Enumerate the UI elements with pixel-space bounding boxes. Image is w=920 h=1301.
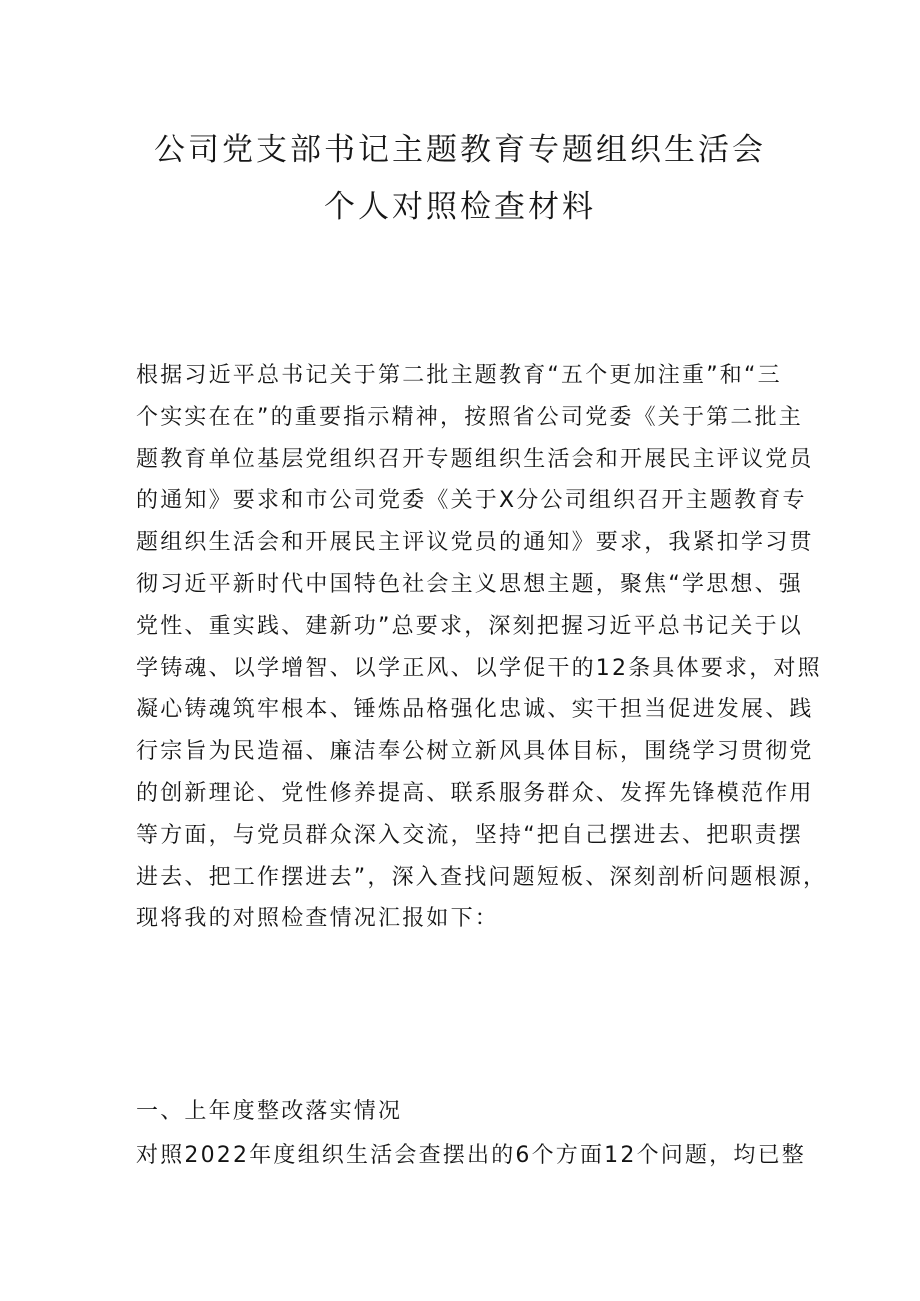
intro-line: 学铸魂、以学增智、以学正风、以学促干的12条具体要求，对照 (136, 655, 822, 681)
intro-line: 现将我的对照检查情况汇报如下： (136, 906, 500, 932)
intro-line: 等方面，与党员群众深入交流，坚持“把自己摆进去、把职责摆 (136, 822, 803, 848)
section-1-line: 对照2022年度组织生活会查摆出的6个方面12个问题，均已整 (136, 1143, 806, 1168)
intro-line: 的通知》要求和市公司党委《关于X分公司组织召开主题教育专 (136, 488, 807, 514)
intro-line: 党性、重实践、建新功”总要求，深刻把握习近平总书记关于以 (136, 613, 803, 639)
intro-line: 个实实在在”的重要指示精神，按照省公司党委《关于第二批主 (136, 404, 803, 430)
intro-line: 题教育单位基层党组织召开专题组织生活会和开展民主评议党员 (136, 446, 814, 472)
section-1-paragraph (136, 1135, 806, 1177)
intro-line: 行宗旨为民造福、廉洁奉公树立新风具体目标，围绕学习贯彻党 (136, 739, 814, 765)
intro-line: 凝心铸魂筑牢根本、锤炼品格强化忠诚、实干担当促进发展、践 (136, 697, 814, 723)
intro-line: 题组织生活会和开展民主评议党员的通知》要求，我紧扣学习贯 (136, 530, 814, 556)
section-1-heading: 一、上年度整改落实情况 (136, 1099, 403, 1124)
intro-paragraph (136, 355, 828, 940)
intro-line: 的创新理论、党性修养提高、联系服务群众、发挥先锋模范作用 (136, 780, 814, 806)
intro-line: 进去、把工作摆进去”，深入查找问题短板、深刻剖析问题根源， (136, 864, 828, 890)
document-title-line-1: 公司党支部书记主题教育专题组织生活会 (154, 132, 766, 168)
intro-line: 彻习近平新时代中国特色社会主义思想主题，聚焦“学思想、强 (136, 571, 803, 597)
intro-line: 根据习近平总书记关于第二批主题教育“五个更加注重”和“三 (136, 363, 782, 388)
document-title-line-2: 个人对照检查材料 (324, 189, 596, 225)
